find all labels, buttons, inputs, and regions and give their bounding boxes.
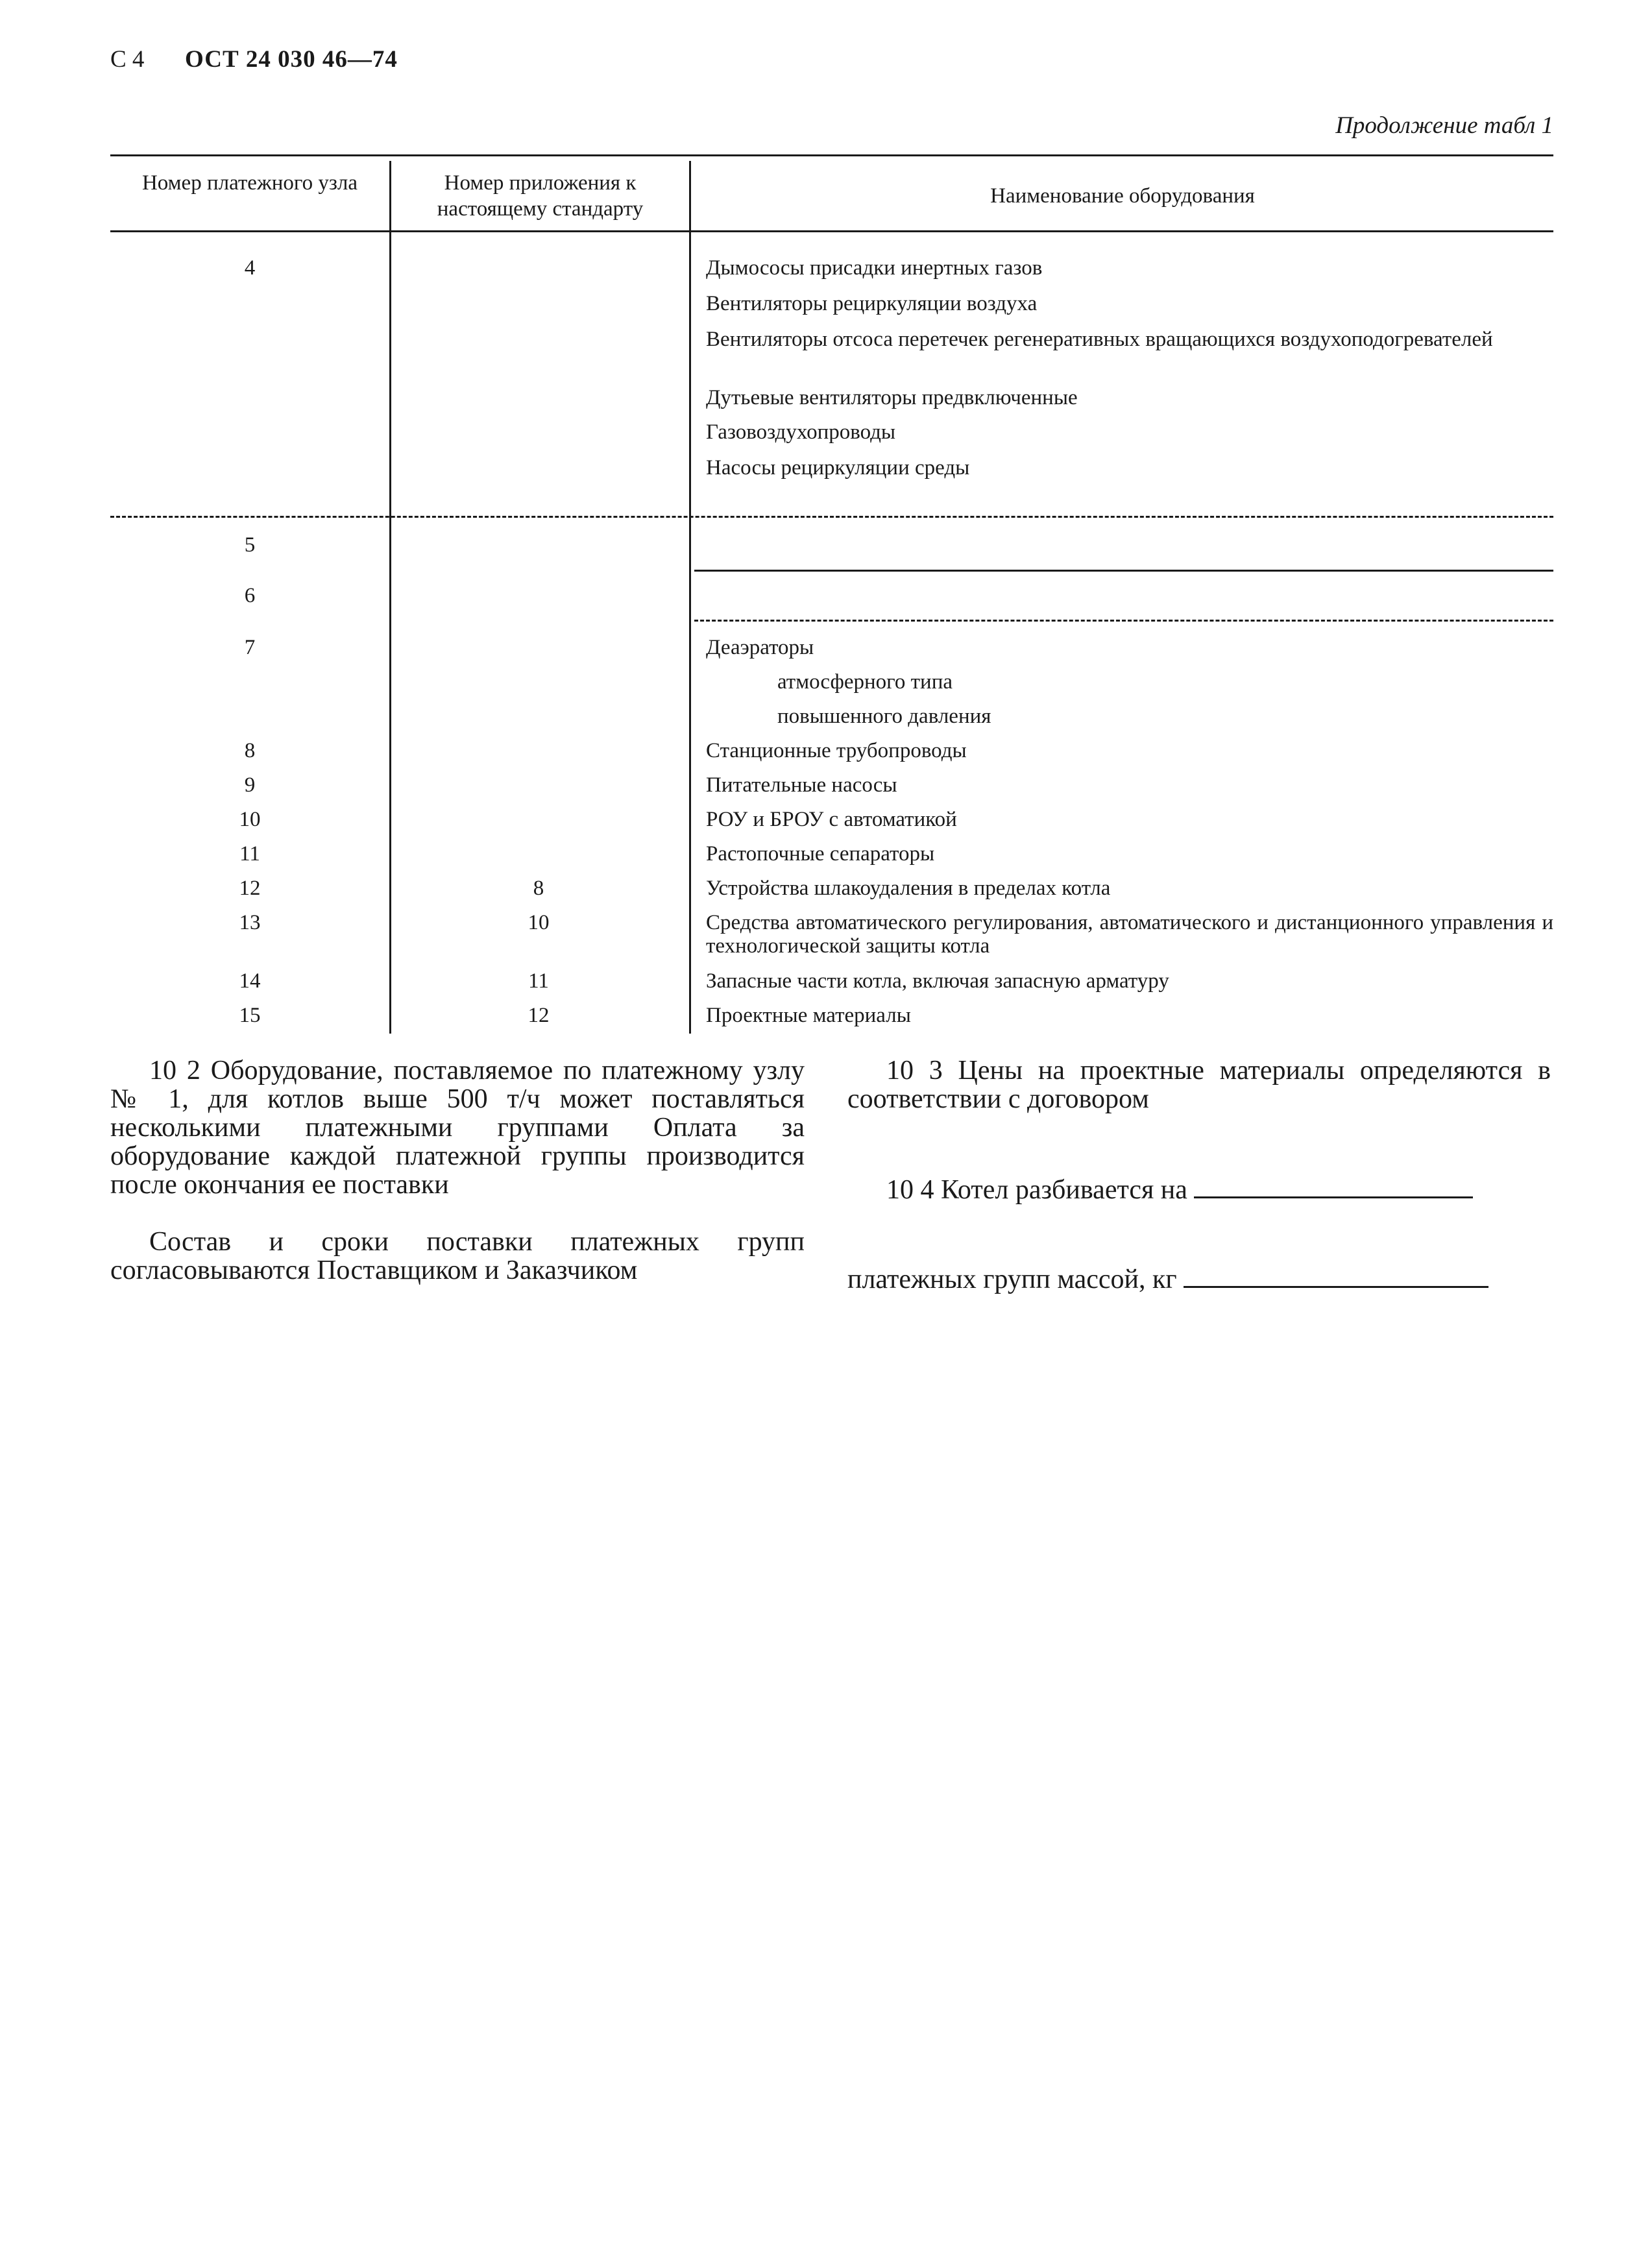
blank-group-mass	[1184, 1286, 1488, 1288]
node-number: 7	[244, 636, 256, 659]
paragraph-10-4-label: 10 4 Котел разбивается на	[886, 1175, 1187, 1205]
equipment-item: Проектные материалы	[706, 1004, 911, 1027]
node-number: 11	[239, 842, 260, 866]
row-separator	[694, 620, 1553, 622]
equipment-item: РОУ и БРОУ с автоматикой	[706, 808, 957, 831]
node-number: 15	[239, 1004, 261, 1027]
col-header-appendix: Номер приложения к настоящему стандарту	[437, 171, 644, 221]
table-continuation-label: Продолжение табл 1	[1335, 112, 1553, 139]
node-number: 10	[239, 808, 261, 831]
equipment-item: Вентиляторы отсоса перетечек регенеративных вращающихся воздухоподогревателей	[706, 328, 1493, 351]
table-header-rule	[110, 230, 1553, 232]
equipment-item: Дутьевые вентиляторы предвключенные	[706, 386, 1078, 409]
equipment-item: Дымососы присадки инертных газов	[706, 256, 1043, 280]
node-number: 8	[244, 739, 256, 762]
appendix-number: 10	[528, 911, 550, 934]
node-number: 5	[244, 533, 256, 557]
equipment-item: Деаэраторы	[706, 636, 814, 659]
paragraph-10-2: 10 2 Оборудование, поставляемое по платежному узлу № 1, для котлов выше 500 т/ч может поставляться несколькими платежными группами Оплата за оборудование каждой платежной группы производится после окончания ее поставки	[110, 1056, 805, 1200]
equipment-item: Насосы рециркуляции среды	[706, 456, 970, 479]
appendix-number: 12	[528, 1004, 550, 1027]
table-top-rule	[110, 154, 1553, 156]
equipment-item: атмосферного типа	[777, 670, 953, 694]
node-number: 14	[239, 969, 261, 993]
paragraph-10-4	[847, 1176, 1551, 1204]
equipment-item: повышенного давления	[777, 705, 991, 728]
equipment-item: Вентиляторы рециркуляции воздуха	[706, 292, 1038, 315]
blank-group-count	[1194, 1196, 1473, 1198]
column-divider-2	[689, 161, 691, 1034]
paragraph-10-4-mass	[847, 1265, 1488, 1294]
paragraph-10-2-continued: Состав и сроки поставки платежных групп согласовываются Поставщиком и Заказчиком	[110, 1227, 805, 1285]
equipment-item: Устройства шлакоудаления в пределах котла	[706, 877, 1111, 900]
column-divider-1	[389, 161, 391, 1034]
appendix-number: 11	[528, 969, 549, 993]
col-header-equipment: Наименование оборудования	[990, 184, 1255, 208]
equipment-item: Газовоздухопроводы	[706, 420, 896, 444]
node-number: 12	[239, 877, 261, 900]
row-separator	[110, 516, 1553, 518]
standard-code: ОСТ 24 030 46—74	[185, 46, 398, 73]
col-header-node: Номер платежного узла	[141, 171, 358, 195]
node-number: 13	[239, 911, 261, 934]
appendix-number: 8	[533, 877, 544, 900]
paragraph-10-4-mass-label: платежных групп массой, кг	[847, 1265, 1177, 1294]
equipment-item: Растопочные сепараторы	[706, 842, 935, 866]
node-number: 4	[244, 256, 256, 280]
node-number: 6	[244, 584, 256, 607]
equipment-item: Средства автоматического регулирования, автоматического и дистанционного управления и технологической защиты котла	[706, 911, 1553, 958]
equipment-item: Станционные трубопроводы	[706, 739, 967, 762]
page-number: С 4	[110, 46, 145, 73]
equipment-item: Запасные части котла, включая запасную арматуру	[706, 969, 1169, 993]
paragraph-10-3: 10 3 Цены на проектные материалы определяются в соответствии с договором	[847, 1056, 1551, 1114]
equipment-item: Питательные насосы	[706, 773, 897, 797]
node-number: 9	[244, 773, 256, 797]
row-separator	[694, 570, 1553, 572]
